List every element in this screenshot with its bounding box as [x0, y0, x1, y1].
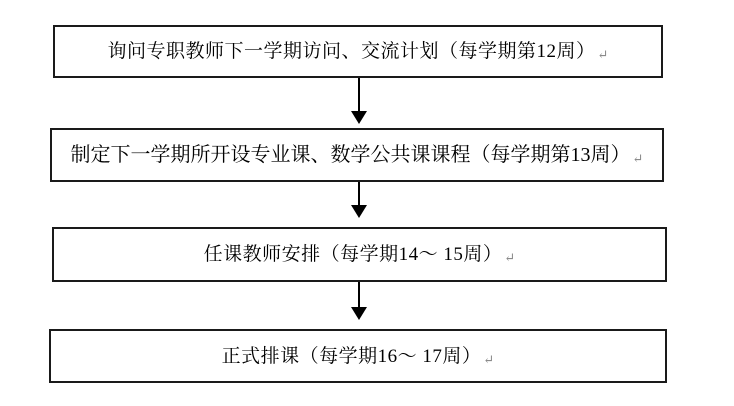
paragraph-return-icon: ↵: [483, 351, 495, 367]
flow-node-4-label: 正式排课（每学期16～ 17周）: [221, 345, 482, 367]
arrow-shaft: [358, 182, 360, 205]
flow-node-2-label: 制定下一学期所开设专业课、数学公共课课程（每学期第13周）: [70, 144, 631, 166]
paragraph-return-icon: ↵: [597, 47, 609, 62]
arrowhead-down-icon: [351, 205, 367, 218]
arrow-shaft: [358, 78, 360, 111]
flow-node-step-3: [52, 227, 667, 282]
down-arrow-connector-1: [351, 78, 367, 124]
arrowhead-down-icon: [351, 111, 367, 124]
flow-node-1-label: 询问专职教师下一学期访问、交流计划（每学期第12周）: [107, 41, 596, 62]
paragraph-return-icon: ↵: [504, 250, 516, 265]
flow-node-step-2: [50, 128, 664, 182]
arrowhead-down-icon: [351, 307, 367, 320]
arrow-shaft: [358, 282, 360, 307]
down-arrow-connector-2: [351, 182, 367, 218]
down-arrow-connector-3: [351, 282, 367, 320]
flow-node-step-4: [49, 329, 667, 383]
flow-node-3-label: 任课教师安排（每学期14～ 15周）: [203, 244, 503, 265]
paragraph-return-icon: ↵: [632, 150, 644, 166]
flow-node-step-1: [53, 25, 663, 78]
